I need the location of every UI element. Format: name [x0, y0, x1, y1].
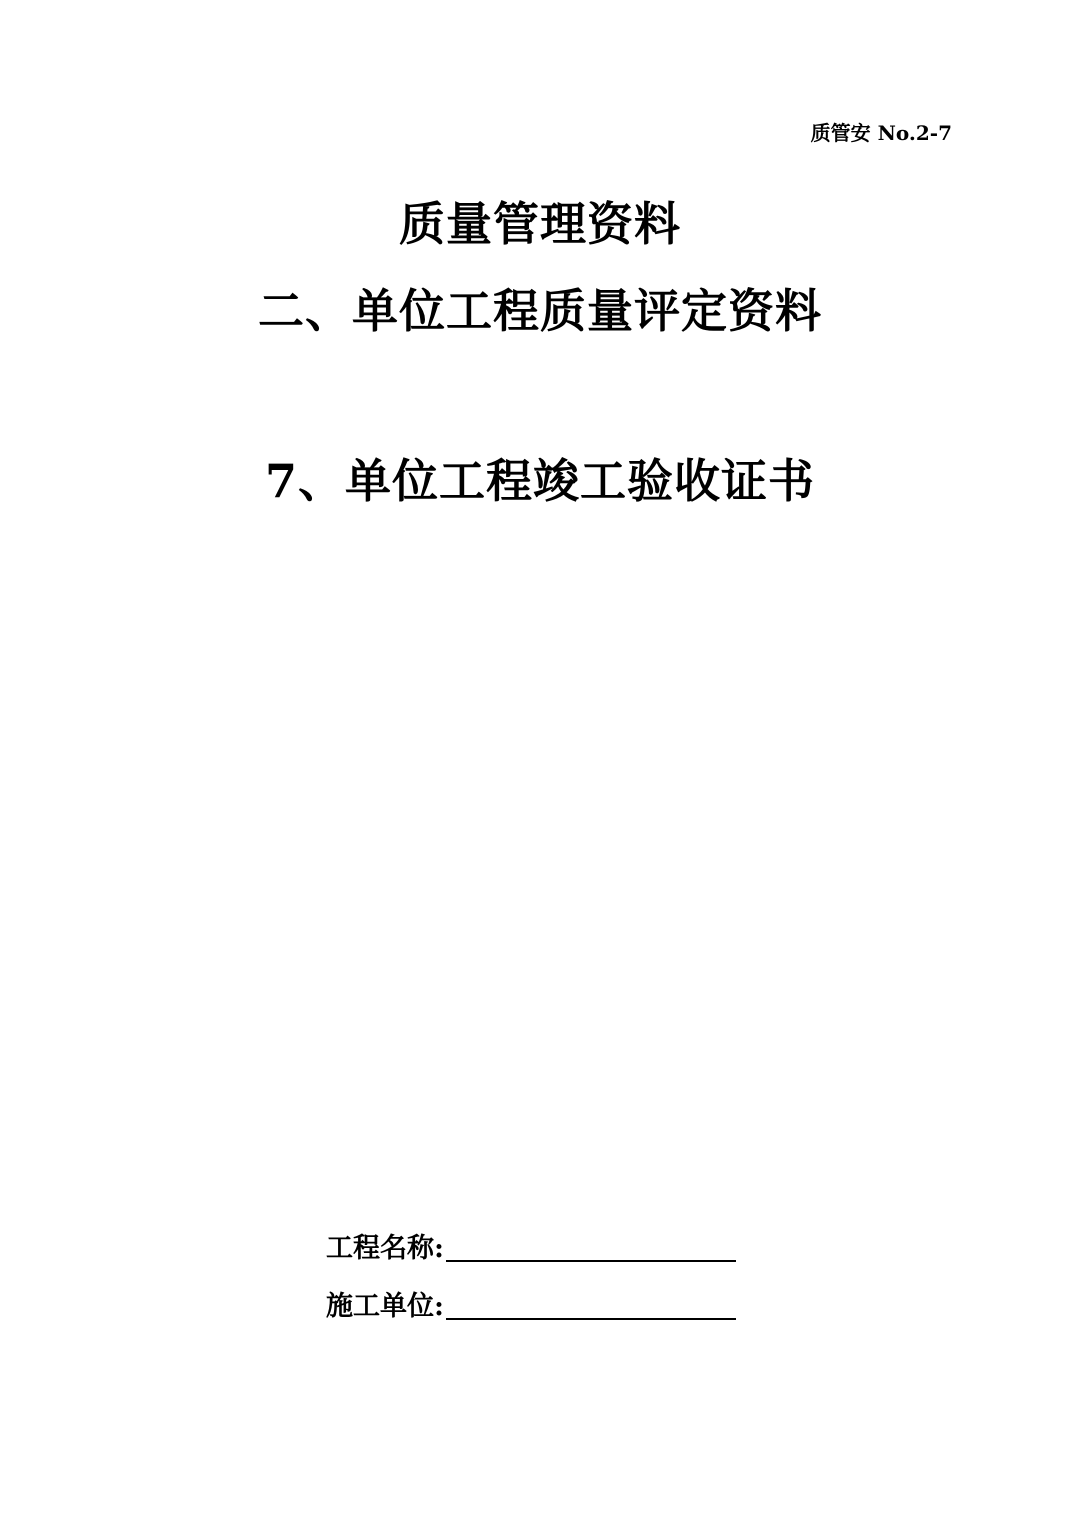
construction-unit-label: 施工单位: — [326, 1291, 444, 1322]
project-name-blank[interactable] — [446, 1230, 736, 1262]
item-title: 7、单位工程竣工验收证书 — [264, 454, 815, 508]
project-name-field — [326, 1230, 736, 1267]
construction-unit-blank[interactable] — [446, 1288, 736, 1320]
project-name-label: 工程名称: — [326, 1233, 444, 1264]
main-title: 质量管理资料 — [399, 197, 681, 251]
section-title: 二、单位工程质量评定资料 — [258, 284, 822, 338]
document-code: 质管安 No.2-7 — [810, 121, 952, 145]
construction-unit-field — [326, 1288, 736, 1325]
